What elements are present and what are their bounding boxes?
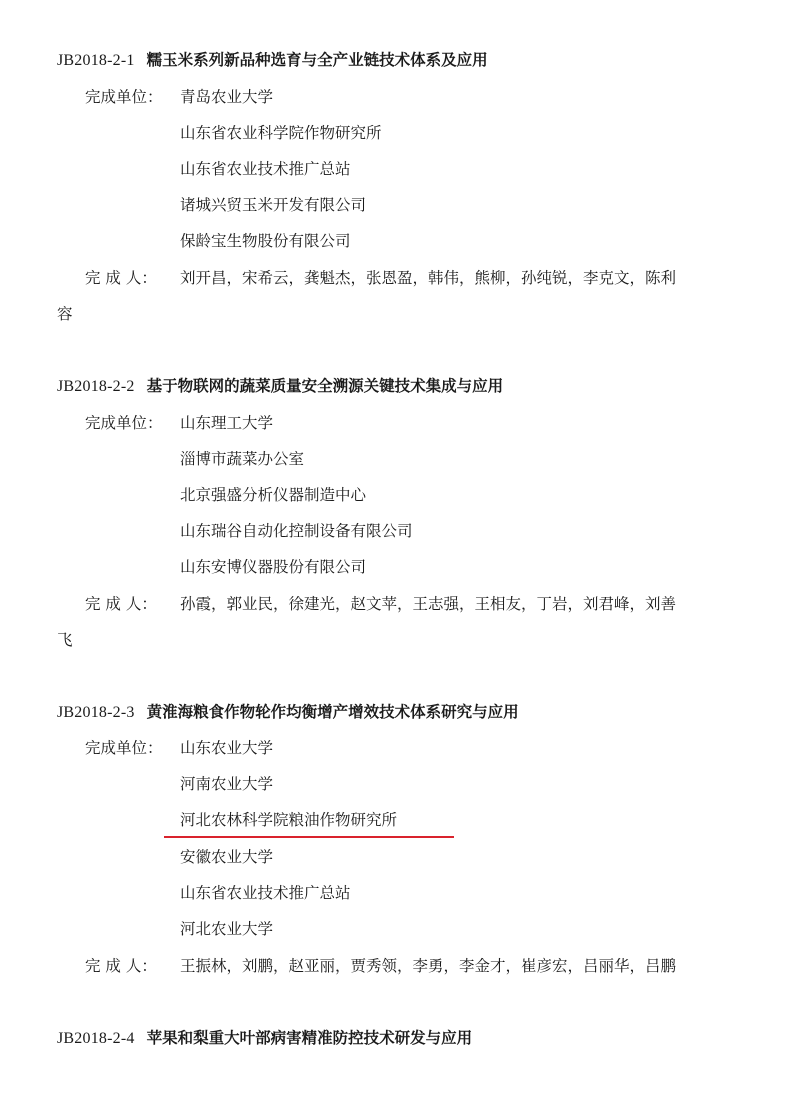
people-list: 孙霞，郭业民，徐建光，赵文苹，王志强，王相友，丁岩，刘君峰，刘善 (180, 595, 677, 613)
people-list-continued: 飞 (57, 631, 73, 649)
unit-item: 山东省农业技术推广总站 (180, 160, 351, 178)
unit-item: 山东省农业技术推广总站 (180, 884, 351, 902)
entry-title: 糯玉米系列新品种选育与全产业链技术体系及应用 (146, 51, 488, 69)
unit-item: 山东农业大学 (180, 739, 274, 757)
people-label: 完 成 人： (85, 957, 157, 975)
unit-item: 诸城兴贸玉米开发有限公司 (180, 196, 367, 214)
units-label: 完成单位： (85, 88, 163, 106)
unit-item: 安徽农业大学 (180, 848, 274, 866)
people-list: 王振林，刘鹏，赵亚丽，贾秀领，李勇，李金才，崔彦宏，吕丽华，吕鹏 (180, 957, 677, 975)
unit-item: 保龄宝生物股份有限公司 (180, 232, 351, 250)
entry-title-line (57, 702, 519, 723)
unit-item: 山东瑞谷自动化控制设备有限公司 (180, 522, 413, 540)
entry-title-line (57, 376, 503, 397)
entry-code: JB2018-2-1 (57, 52, 135, 69)
units-label: 完成单位： (85, 739, 163, 757)
entry-code: JB2018-2-4 (57, 1030, 135, 1047)
unit-item: 青岛农业大学 (180, 88, 274, 106)
unit-item-highlighted: 河北农林科学院粮油作物研究所 (180, 811, 398, 829)
entry-title: 基于物联网的蔬菜质量安全溯源关键技术集成与应用 (146, 377, 504, 395)
entry-title-line (57, 50, 488, 71)
unit-item: 河北农业大学 (180, 920, 274, 938)
people-list: 刘开昌，宋希云，龚魁杰，张恩盈，韩伟，熊柳，孙纯锐，李克文，陈利 (180, 269, 677, 287)
unit-item: 山东省农业科学院作物研究所 (180, 124, 382, 142)
entry-code: JB2018-2-2 (57, 378, 135, 395)
people-label: 完 成 人： (85, 269, 157, 287)
unit-item: 山东理工大学 (180, 414, 274, 432)
entry-title-line (57, 1028, 472, 1049)
unit-item: 淄博市蔬菜办公室 (180, 450, 305, 468)
people-list-continued: 容 (57, 305, 73, 323)
units-label: 完成单位： (85, 414, 163, 432)
entry-title: 黄淮海粮食作物轮作均衡增产增效技术体系研究与应用 (146, 703, 519, 721)
people-label: 完 成 人： (85, 595, 157, 613)
highlight-underline (164, 836, 454, 838)
entry-code: JB2018-2-3 (57, 704, 135, 721)
unit-item: 河南农业大学 (180, 775, 274, 793)
unit-item: 北京强盛分析仪器制造中心 (180, 486, 367, 504)
entry-title: 苹果和梨重大叶部病害精准防控技术研发与应用 (146, 1029, 473, 1047)
unit-item: 山东安博仪器股份有限公司 (180, 558, 367, 576)
